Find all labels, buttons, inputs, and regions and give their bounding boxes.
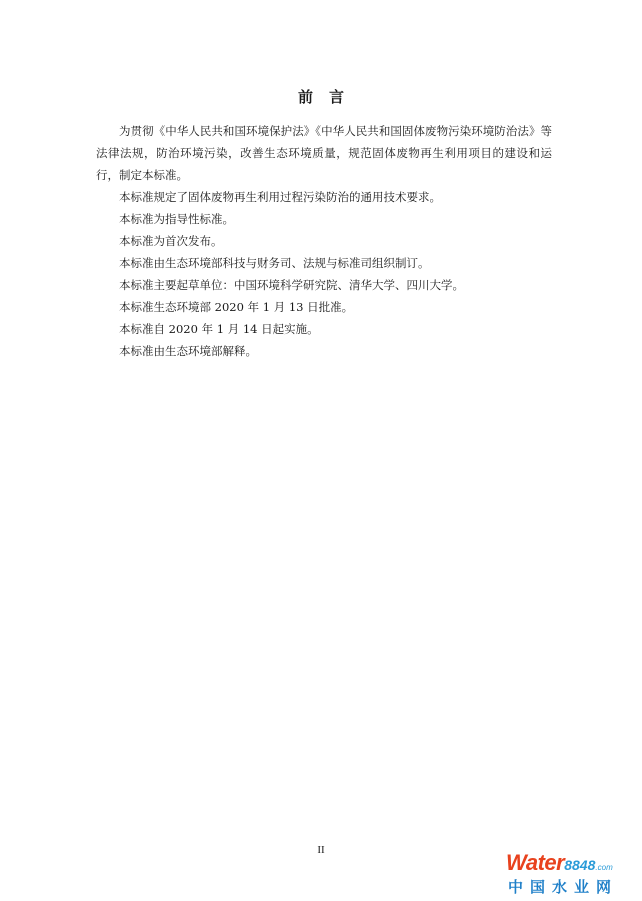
preface-paragraph-7: 本标准生态环境部 2020 年 1 月 13 日批准。 bbox=[119, 300, 354, 314]
watermark-suffix: .com bbox=[595, 863, 613, 872]
site-watermark-logo bbox=[506, 852, 630, 896]
watermark-chinese: 中国水业网 bbox=[508, 879, 619, 896]
preface-body bbox=[96, 120, 552, 362]
preface-paragraph-6: 本标准主要起草单位：中国环境科学研究院、清华大学、四川大学。 bbox=[119, 278, 464, 292]
watermark-wordmark bbox=[506, 852, 613, 874]
title-char-1: 前 bbox=[297, 88, 313, 106]
preface-paragraph-2: 本标准规定了固体废物再生利用过程污染防治的通用技术要求。 bbox=[119, 190, 441, 204]
watermark-number: 8848 bbox=[564, 857, 596, 873]
title-char-2: 言 bbox=[329, 88, 345, 106]
preface-paragraph-4: 本标准为首次发布。 bbox=[119, 234, 223, 248]
preface-paragraph-8: 本标准自 2020 年 1 月 14 日起实施。 bbox=[119, 322, 319, 336]
page-number: II bbox=[317, 844, 325, 856]
preface-paragraph-9: 本标准由生态环境部解释。 bbox=[119, 344, 257, 358]
preface-paragraph-1: 为贯彻《中华人民共和国环境保护法》《中华人民共和国固体废物污染环境防治法》等法律法规，防治环境污染，改善生态环境质量，规范固体废物再生利用项目的建设和运行，制定本标准。 bbox=[96, 124, 552, 182]
page-title bbox=[0, 86, 642, 107]
preface-paragraph-5: 本标准由生态环境部科技与财务司、法规与标准司组织制订。 bbox=[119, 256, 430, 270]
watermark-word: Water bbox=[506, 850, 565, 875]
preface-paragraph-3: 本标准为指导性标准。 bbox=[119, 212, 234, 226]
